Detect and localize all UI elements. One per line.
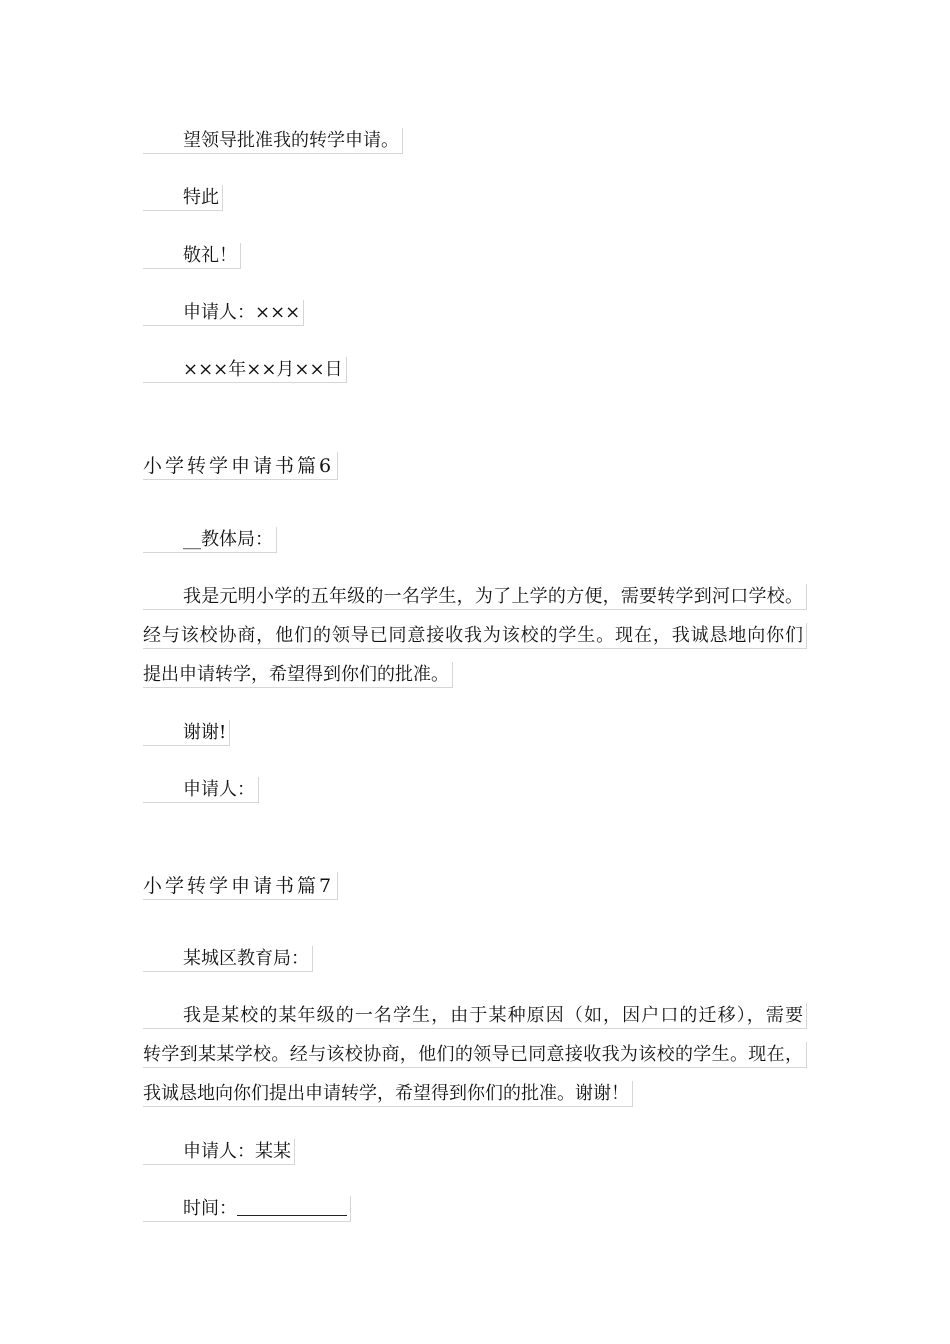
body-line: 经与该校协商，他们的领导已同意接收我为该校的学生。现在，我诚恳地向你们 bbox=[143, 623, 807, 649]
applicant-line: 申请人：××× bbox=[143, 300, 304, 326]
section-heading-7: 小学转学申请书篇7 bbox=[143, 872, 338, 900]
salutation-line: 某城区教育局： bbox=[143, 946, 313, 972]
body-line: 转学到某某学校。经与该校协商，他们的领导已同意接收我为该校的学生。现在， bbox=[143, 1042, 807, 1068]
time-label: 时间： bbox=[183, 1198, 237, 1219]
thanks-line: 谢谢! bbox=[143, 720, 230, 746]
date-line: ×××年××月××日 bbox=[143, 357, 347, 383]
time-blank bbox=[237, 1197, 347, 1216]
body-line: 我是某校的某年级的一名学生，由于某种原因（如，因户口的迁移），需要 bbox=[143, 1003, 807, 1029]
salutation-line: __教体局： bbox=[143, 527, 277, 553]
salute-line: 敬礼！ bbox=[143, 243, 241, 269]
applicant-line: 申请人： bbox=[143, 777, 259, 803]
time-line bbox=[143, 1196, 351, 1222]
body-line: 我是元明小学的五年级的一名学生，为了上学的方便，需要转学到河口学校。 bbox=[143, 584, 807, 610]
closing-phrase: 特此 bbox=[143, 185, 223, 211]
body-line: 我诚恳地向你们提出申请转学，希望得到你们的批准。谢谢！ bbox=[143, 1081, 633, 1107]
applicant-line: 申请人：某某 bbox=[143, 1139, 295, 1165]
approval-request-line: 望领导批准我的转学申请。 bbox=[143, 128, 403, 154]
body-line: 提出申请转学，希望得到你们的批准。 bbox=[143, 662, 453, 688]
section-heading-6: 小学转学申请书篇6 bbox=[143, 452, 338, 480]
